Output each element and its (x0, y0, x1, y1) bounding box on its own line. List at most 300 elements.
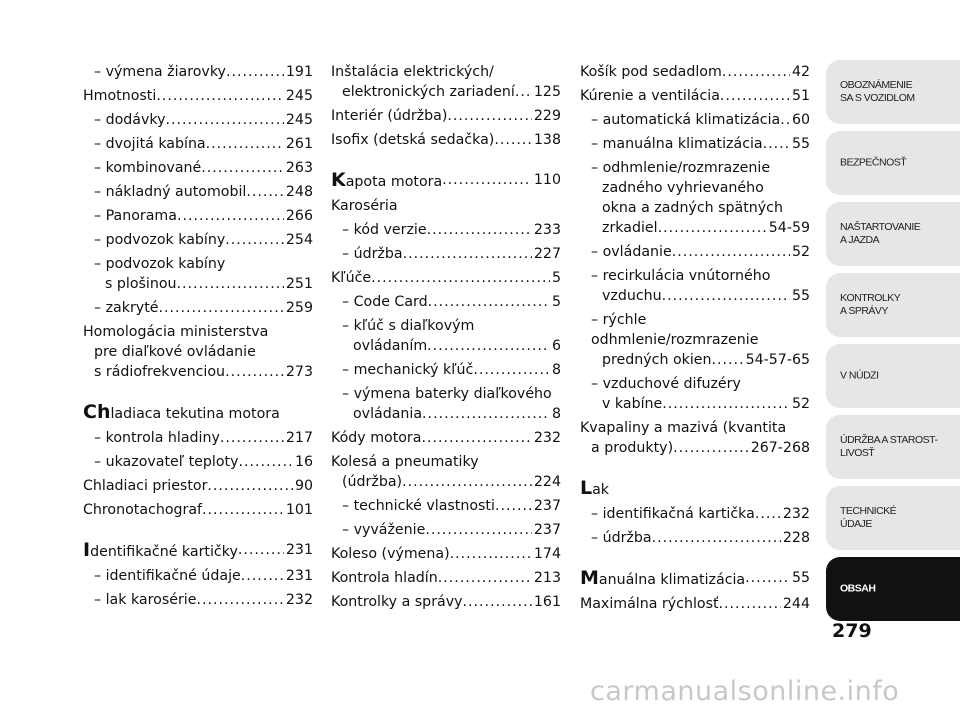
index-entry-row (94, 230, 313, 250)
index-entry-text: – mechanický kľúč (342, 362, 474, 378)
index-entry (580, 242, 810, 262)
dot-leader (463, 592, 532, 612)
index-entry (83, 206, 313, 226)
index-entry-row (331, 428, 561, 448)
dot-leader (425, 520, 532, 540)
index-entry-row (331, 568, 561, 588)
dot-leader (226, 62, 284, 82)
dot-leader (207, 476, 293, 496)
index-entry (83, 500, 313, 520)
page-reference: 42 (791, 64, 810, 80)
index-entry-row (580, 86, 810, 106)
chapter-tab-label: ÚDRŽBA A STAROST- LIVOSŤ (840, 434, 938, 459)
index-entry (83, 590, 313, 610)
page-reference: 52 (791, 396, 810, 412)
index-entry-line: okna a zadných spätných (602, 200, 783, 216)
index-entry-row (591, 350, 810, 370)
page-reference: 254 (285, 232, 313, 248)
index-entry-row (94, 298, 313, 318)
index-entry (580, 504, 810, 524)
page-reference: 217 (285, 430, 313, 446)
page-reference: 55 (791, 570, 810, 586)
index-entry-text: Maximálna rýchlosť (580, 596, 719, 612)
dot-leader (662, 394, 790, 414)
index-entry (580, 134, 810, 154)
index-entry (83, 134, 313, 154)
dot-leader (196, 590, 283, 610)
index-entry-row (331, 106, 561, 126)
index-entry (580, 310, 810, 370)
dot-leader (220, 428, 284, 448)
index-entry-row (342, 496, 561, 516)
index-entry (580, 594, 810, 614)
page-reference: 251 (285, 276, 313, 292)
index-entry-text: – identifikačné údaje (94, 568, 241, 584)
dot-leader (755, 504, 781, 524)
page-reference: 248 (285, 184, 313, 200)
page-reference: 125 (533, 84, 561, 100)
index-entry (331, 220, 561, 240)
dot-leader (450, 544, 532, 564)
index-entry-row (83, 362, 313, 382)
index-entry (331, 244, 561, 264)
index-entry (331, 592, 561, 612)
index-entry-row (580, 62, 810, 82)
dot-leader (722, 62, 790, 82)
index-entry-row (591, 242, 810, 262)
chapter-tab[interactable] (826, 131, 960, 195)
index-entry-text: s rádiofrekvenciou (94, 364, 226, 380)
page-reference: 174 (533, 546, 561, 562)
index-entry-row (580, 568, 810, 590)
dot-leader (201, 158, 284, 178)
index-entry (331, 316, 561, 356)
index-entry-text: – Panorama (94, 208, 177, 224)
index-entry-row (331, 130, 561, 150)
index-entry-row (580, 478, 810, 500)
chapter-tab-label: KONTROLKY A SPRÁVY (840, 292, 901, 317)
page-reference: 55 (791, 136, 810, 152)
index-entry-row (342, 292, 561, 312)
index-entry (83, 254, 313, 294)
index-entry-text: – zakryté (94, 300, 159, 316)
index-entry-text: – dvojitá kabína (94, 136, 206, 152)
index-entry-text: Kapota motora (331, 169, 443, 191)
index-entry-line: – odhmlenie/rozmrazenie (591, 160, 771, 176)
page-reference: 101 (285, 502, 313, 518)
page-reference: 266 (285, 208, 313, 224)
index-entry-line: – rýchle odhmlenie/rozmrazenie (591, 312, 759, 348)
chapter-tab[interactable] (826, 415, 960, 479)
index-entry-line: – vzduchové difuzéry (591, 376, 741, 392)
dot-leader (427, 336, 550, 356)
dot-leader (156, 86, 284, 106)
dot-leader (238, 540, 284, 562)
index-entry-text: – kontrola hladiny (94, 430, 220, 446)
index-entry-row (591, 110, 810, 130)
page-reference: 5 (551, 294, 561, 310)
index-entry (83, 182, 313, 202)
index-entry-row (94, 134, 313, 154)
index-entry (83, 110, 313, 130)
chapter-tab[interactable] (826, 202, 960, 266)
dot-leader (421, 428, 531, 448)
index-entry-text: Interiér (údržba) (331, 108, 448, 124)
dot-leader (719, 594, 781, 614)
index-entry-row (94, 206, 313, 226)
index-entry-text: ovládaním (353, 338, 428, 354)
index-entry-line: Inštalácia elektrických/ (331, 64, 494, 80)
page-reference: 232 (533, 430, 561, 446)
index-entry-row (83, 500, 313, 520)
index-entry-text: – údržba (342, 246, 403, 262)
index-entry (331, 292, 561, 312)
index-entry-text: – technické vlastnosti (342, 498, 495, 514)
index-entry-text: – údržba (591, 530, 652, 546)
index-entry-text: ovládania (353, 406, 423, 422)
index-entry (580, 478, 810, 500)
index-entry-text: Kontrola hladín (331, 570, 438, 586)
index-entry (83, 158, 313, 178)
index-entry-row (94, 62, 313, 82)
index-letter-initial: K (331, 169, 346, 191)
index-letter-initial: M (580, 567, 599, 589)
index-entry-text: – podvozok kabíny (94, 232, 226, 248)
chapter-tab-label: NAŠTARTOVANIE A JAZDA (840, 221, 921, 246)
page-reference: 16 (294, 454, 313, 470)
index-entry-text: Kľúče (331, 270, 372, 286)
index-entry-text: Kontrolky a správy (331, 594, 463, 610)
watermark: carmanualsonline.info (590, 676, 900, 707)
index-entry-text: Karoséria (331, 198, 398, 214)
dot-leader (202, 500, 284, 520)
index-letter-initial: Ch (83, 401, 111, 423)
index-entry (331, 384, 561, 424)
page-reference: 54-59 (768, 220, 810, 236)
index-entry-row (94, 452, 313, 472)
index-entry (83, 62, 313, 82)
index-entry-line: pre diaľkové ovládanie (94, 344, 256, 360)
index-entry-row (83, 540, 313, 562)
index-entry-text: v kabíne (602, 396, 663, 412)
page-reference: 161 (533, 594, 561, 610)
dot-leader (652, 528, 781, 548)
dot-leader (447, 106, 532, 126)
dot-leader (495, 496, 532, 516)
index-entry-row (342, 244, 561, 264)
page-reference: 232 (782, 506, 810, 522)
chapter-tabs (826, 60, 960, 628)
page-number: 279 (832, 620, 872, 642)
index-entry-row (331, 82, 561, 102)
index-entry-text: Kúrenie a ventilácia (580, 88, 720, 104)
index-entry-text: – identifikačná kartička (591, 506, 755, 522)
chapter-tab-label: OBOZNÁMENIE SA S VOZIDLOM (840, 79, 915, 104)
dot-leader (662, 286, 790, 306)
index-entry (83, 428, 313, 448)
dot-leader (225, 230, 284, 250)
page-reference: 233 (533, 222, 561, 238)
index-entry (331, 496, 561, 516)
index-entry (580, 62, 810, 82)
index-entry-row (591, 394, 810, 414)
index-entry-text: Košík pod sedadlom (580, 64, 722, 80)
dot-leader (427, 220, 532, 240)
dot-leader (428, 292, 550, 312)
index-entry-text: – Code Card (342, 294, 428, 310)
index-entry (83, 476, 313, 496)
index-entry-row (94, 274, 313, 294)
index-entry (83, 86, 313, 106)
index-entry-text: – automatická klimatizácia (591, 112, 781, 128)
dot-leader (763, 134, 790, 154)
page-reference: 6 (551, 338, 561, 354)
index-entry-line: Homologácia ministerstva (83, 324, 269, 340)
index-entry-text: Manuálna klimatizácia (580, 567, 746, 589)
index-entry-text: – ukazovateľ teploty (94, 454, 239, 470)
index-entry-text: – kombinované (94, 160, 202, 176)
index-entry-text: vzduchu (602, 288, 662, 304)
index-entry-line: Kvapaliny a mazivá (kvantita (580, 420, 787, 436)
index-entry-row (94, 182, 313, 202)
index-entry (83, 230, 313, 250)
dot-leader (712, 350, 744, 370)
index-entry-text: Chronotachograf (83, 502, 203, 518)
index-entry-row (331, 196, 561, 216)
chapter-tab-label: OBSAH (840, 582, 876, 595)
dot-leader (246, 182, 284, 202)
index-letter-initial: L (580, 477, 593, 499)
dot-leader (673, 438, 749, 458)
index-entry-row (94, 110, 313, 130)
index-entry-text: (údržba) (342, 474, 403, 490)
index-entry (580, 158, 810, 238)
page-reference: 213 (533, 570, 561, 586)
page-reference: 267-268 (750, 440, 810, 456)
dot-leader (422, 404, 550, 424)
index-entry-text: – ovládanie (591, 244, 672, 260)
index-column-3 (580, 62, 810, 618)
chapter-tab-label: BEZPEČNOSŤ (840, 156, 907, 169)
index-entry (83, 566, 313, 586)
dot-leader (166, 110, 284, 130)
index-entry-row (591, 218, 810, 238)
index-entry-text: Chladiaca tekutina motora (83, 401, 280, 423)
index-entry-text: Isofix (detská sedačka) (331, 132, 495, 148)
index-entry-row (591, 504, 810, 524)
dot-leader (238, 452, 292, 472)
index-entry-row (331, 592, 561, 612)
index-entry-text: Chladiaci priestor (83, 478, 208, 494)
page-reference: 237 (533, 498, 561, 514)
index-entry-text: predných okien (602, 352, 712, 368)
page-reference: 110 (533, 172, 561, 188)
page-reference: 259 (285, 300, 313, 316)
index-entry (580, 374, 810, 414)
page-reference: 273 (285, 364, 313, 380)
dot-leader (780, 110, 790, 130)
index-entry-row (591, 528, 810, 548)
page-reference: 224 (533, 474, 561, 490)
index-entry-text: – dodávky (94, 112, 166, 128)
index-letter-initial: I (83, 539, 91, 561)
page-reference: 237 (533, 522, 561, 538)
index-entry-row (331, 544, 561, 564)
index-entry (580, 568, 810, 590)
dot-leader (241, 566, 284, 586)
index-entry (331, 452, 561, 492)
page-reference: 90 (294, 478, 313, 494)
index-entry-line: – recirkulácia vnútorného (591, 268, 771, 284)
page-reference: 191 (285, 64, 313, 80)
index-entry-row (94, 590, 313, 610)
page-reference: 231 (285, 542, 313, 558)
page-reference: 228 (782, 530, 810, 546)
index-entry-text: – kód verzie (342, 222, 427, 238)
index-entry-row (580, 594, 810, 614)
dot-leader (438, 568, 532, 588)
chapter-tab[interactable] (826, 557, 960, 621)
dot-leader (720, 86, 790, 106)
index-entry-row (342, 404, 561, 424)
page-reference: 244 (782, 596, 810, 612)
page-reference: 138 (533, 132, 561, 148)
index-entry-text: Hmotnosti (83, 88, 157, 104)
index-entry-row (342, 220, 561, 240)
dot-leader (225, 362, 284, 382)
index-entry-row (83, 86, 313, 106)
index-entry-row (342, 520, 561, 540)
page-reference: 55 (791, 288, 810, 304)
index-entry (83, 452, 313, 472)
chapter-tab[interactable] (826, 273, 960, 337)
chapter-tab[interactable] (826, 60, 960, 124)
index-column-1 (83, 62, 313, 614)
index-entry-row (94, 158, 313, 178)
index-entry-text: – manuálna klimatizácia (591, 136, 763, 152)
dot-leader (371, 268, 550, 288)
page-reference: 8 (551, 406, 561, 422)
dot-leader (515, 82, 532, 102)
index-entry-text: – lak karosérie (94, 592, 197, 608)
dot-leader (206, 134, 284, 154)
page-reference: 263 (285, 160, 313, 176)
dot-leader (745, 568, 790, 590)
index-entry (83, 540, 313, 562)
chapter-tab-label: V NÚDZI (840, 369, 879, 382)
index-entry (83, 402, 313, 424)
index-entry (580, 418, 810, 458)
index-entry-row (331, 268, 561, 288)
page-reference: 54-57-65 (745, 352, 810, 368)
index-entry-row (342, 336, 561, 356)
index-entry (580, 266, 810, 306)
dot-leader (177, 206, 284, 226)
page-reference: 229 (533, 108, 561, 124)
dot-leader (158, 298, 283, 318)
index-entry-text: a produkty) (591, 440, 674, 456)
index-entry-row (591, 286, 810, 306)
page-reference: 52 (791, 244, 810, 260)
chapter-tab[interactable] (826, 344, 960, 408)
index-entry-text: – nákladný automobil (94, 184, 247, 200)
page-reference: 5 (551, 270, 561, 286)
index-entry (331, 520, 561, 540)
index-entry-text: zrkadiel (602, 220, 658, 236)
page-reference: 245 (285, 88, 313, 104)
index-column-2 (331, 62, 561, 616)
index-entry-row (342, 360, 561, 380)
page-reference: 227 (533, 246, 561, 262)
dot-leader (177, 274, 284, 294)
index-entry-row (591, 134, 810, 154)
index-entry-row (94, 428, 313, 448)
dot-leader (403, 244, 532, 264)
index-entry-line: zadného vyhrievaného (602, 180, 764, 196)
index-entry (331, 170, 561, 192)
index-entry-text: Koleso (výmena) (331, 546, 450, 562)
index-entry-row (331, 170, 561, 192)
page-reference: 51 (791, 88, 810, 104)
index-entry (331, 106, 561, 126)
dot-leader (672, 242, 790, 262)
index-entry-row (94, 566, 313, 586)
index-entry-text: Identifikačné kartičky (83, 539, 238, 561)
index-entry-text: elektronických zariadení (342, 84, 515, 100)
index-entry (580, 86, 810, 106)
page-reference: 60 (791, 112, 810, 128)
index-entry-text: – výmena žiarovky (94, 64, 226, 80)
index-entry-text: Kódy motora (331, 430, 422, 446)
index-entry (331, 130, 561, 150)
page-reference: 8 (551, 362, 561, 378)
chapter-tab[interactable] (826, 486, 960, 550)
page-reference: 232 (285, 592, 313, 608)
index-entry (83, 298, 313, 318)
index-entry-line: – výmena baterky diaľkového (342, 386, 552, 402)
index-entry (331, 544, 561, 564)
dot-leader (402, 472, 532, 492)
index-entry-text: s plošinou (105, 276, 177, 292)
page-reference: 261 (285, 136, 313, 152)
index-entry-line: – kľúč s diaľkovým (342, 318, 475, 334)
index-entry-line: Kolesá a pneumatiky (331, 454, 479, 470)
page-reference: 245 (285, 112, 313, 128)
index-entry-line: – podvozok kabíny (94, 256, 226, 272)
index-entry (331, 62, 561, 102)
index-entry-row (83, 476, 313, 496)
index-entry (83, 322, 313, 382)
dot-leader (473, 360, 550, 380)
index-entry (331, 360, 561, 380)
page-reference: 231 (285, 568, 313, 584)
index-entry-row (83, 402, 313, 424)
index-entry (580, 110, 810, 130)
index-entry (580, 528, 810, 548)
dot-leader (442, 170, 532, 192)
index-entry (331, 568, 561, 588)
dot-leader (494, 130, 532, 150)
index-entry (331, 196, 561, 216)
index-entry-row (331, 472, 561, 492)
index-entry (331, 268, 561, 288)
chapter-tab-label: TECHNICKÉ ÚDAJE (840, 505, 897, 530)
index-entry (331, 428, 561, 448)
dot-leader (658, 218, 767, 238)
index-entry-text: – vyváženie (342, 522, 426, 538)
index-entry-row (580, 438, 810, 458)
index-entry-text: Lak (580, 477, 610, 499)
